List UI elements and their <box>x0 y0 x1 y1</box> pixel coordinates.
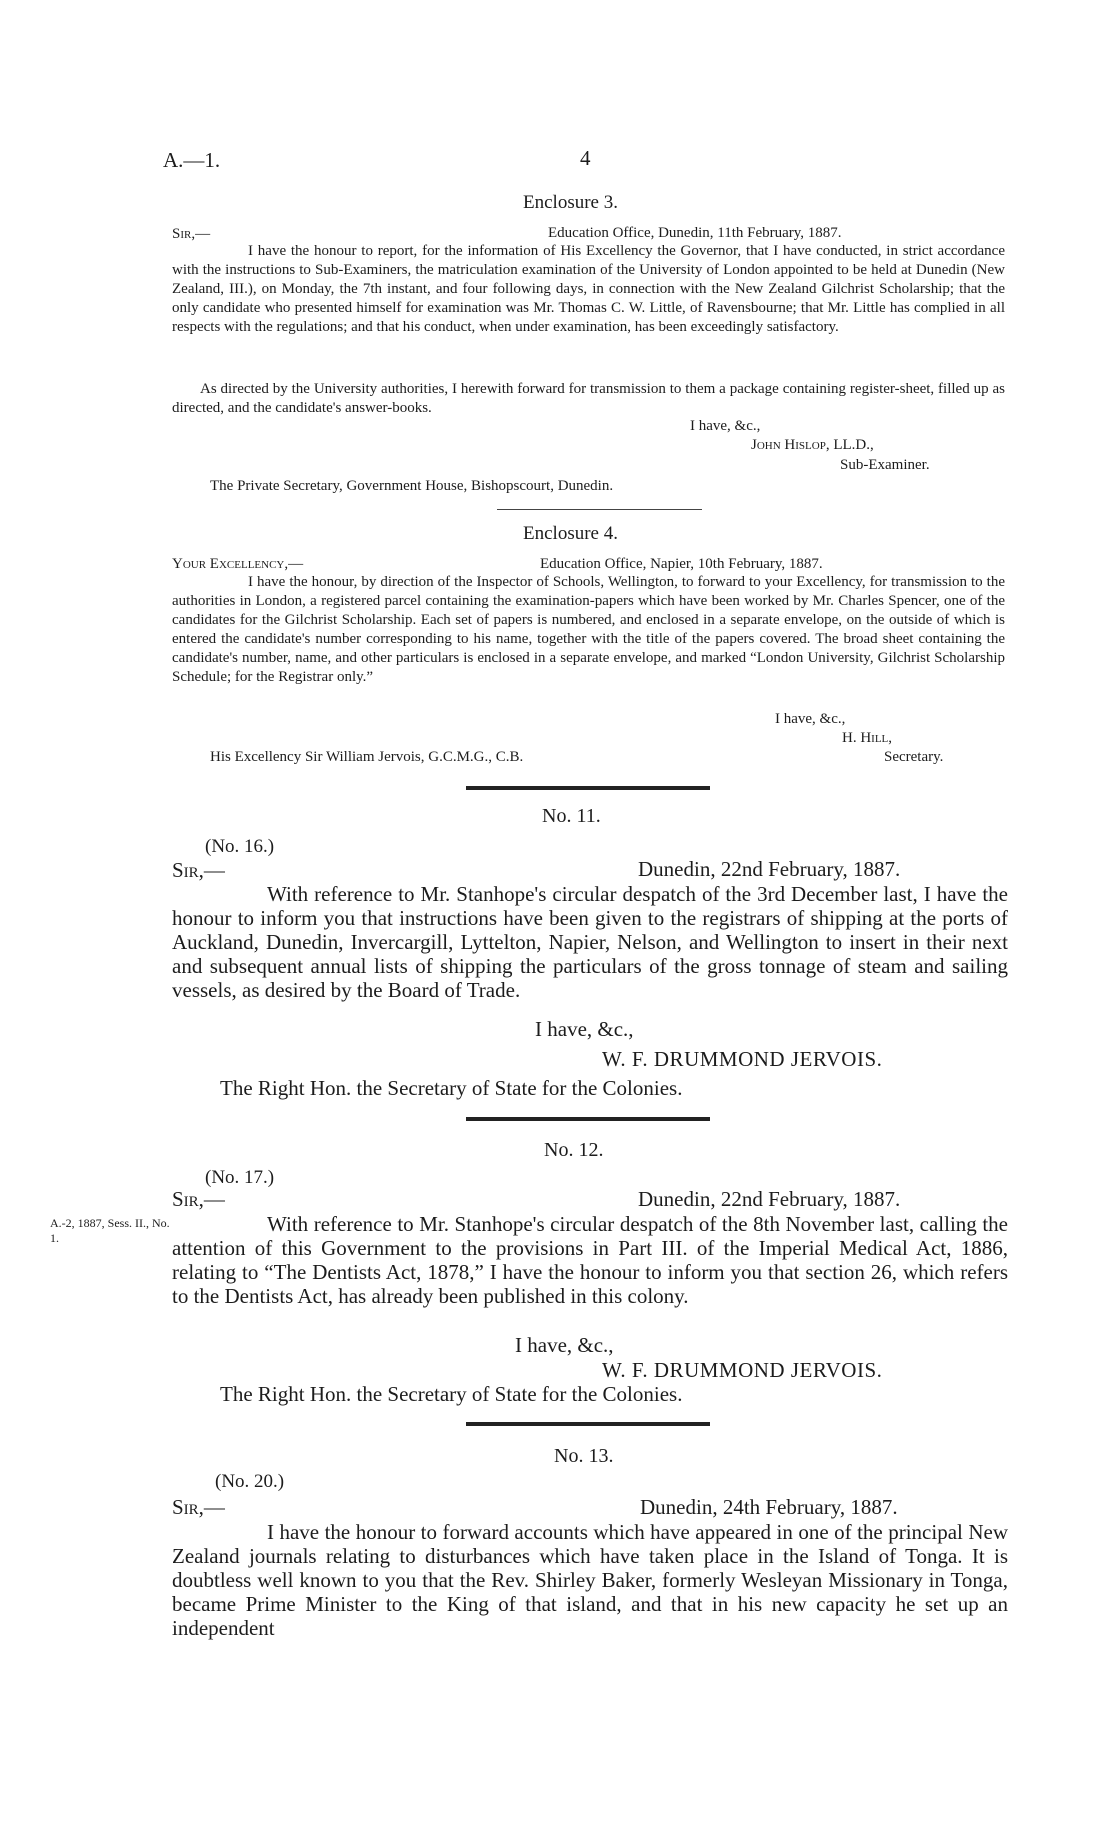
enclosure-3-paragraph-2: As directed by the University authorities, I herewith forward for transmission to them a package containing register-sheet, filled up as directed, and the candidate's answer-books. <box>172 381 1005 416</box>
despatch-12-closing: I have, &c., <box>515 1333 614 1357</box>
despatch-11-addressee: The Right Hon. the Secretary of State for the Colonies. <box>220 1076 683 1100</box>
enclosure-3-heading: Enclosure 3. <box>523 192 618 213</box>
despatch-11-reference: (No. 16.) <box>205 836 275 857</box>
enclosure-3-closing: I have, &c., <box>690 418 761 434</box>
enclosure-divider <box>497 509 702 510</box>
enclosure-4-closing: I have, &c., <box>775 711 846 727</box>
enclosure-4-signatory-title: Secretary. <box>884 749 944 765</box>
despatch-11-heading: No. 11. <box>542 805 601 827</box>
despatch-11-closing: I have, &c., <box>535 1017 634 1041</box>
despatch-13-body: I have the honour to forward accounts which have appeared in one of the principal New Zealand journals relating to disturbances which have taken place in the Island of Tonga. It is doubtless well known to you that the Rev. Shirley Baker, formerly Wesleyan Missionary in Tonga, became Prime Minister to the King of that island, and that in his new capacity he set up an independent <box>172 1520 1008 1640</box>
despatch-11-dateline: Dunedin, 22nd February, 1887. <box>638 857 901 881</box>
despatch-12-salutation: Sir,— <box>172 1187 225 1211</box>
despatch-12-addressee: The Right Hon. the Secretary of State for the Colonies. <box>220 1382 683 1406</box>
despatch-11-body: With reference to Mr. Stanhope's circular despatch of the 3rd December last, I have the honour to inform you that instructions have been given to the registrars of shipping at the ports of Auckland, Dunedin, Invercargill, Lyttelton, Napier, Nelson, and Wellington to insert in their next and subsequent annual lists of shipping the particulars of the gross tonnage of steam and sailing vessels, as desired by the Board of Trade. <box>172 882 1008 1002</box>
enclosure-4-salutation: Your Excellency,— <box>172 556 304 572</box>
section-divider <box>466 786 710 790</box>
despatch-12-margin-note: A.-2, 1887, Sess. II., No. 1. <box>50 1216 170 1245</box>
enclosure-3-signature: John Hislop, LL.D., <box>751 437 874 453</box>
enclosure-3-addressee: The Private Secretary, Government House, Bishopscourt, Dunedin. <box>210 478 614 494</box>
section-divider <box>466 1117 710 1121</box>
enclosure-4-addressee: His Excellency Sir William Jervois, G.C.M.G., C.B. <box>210 749 524 765</box>
despatch-11-salutation: Sir,— <box>172 858 225 882</box>
despatch-12-reference: (No. 17.) <box>205 1167 275 1188</box>
section-divider <box>466 1422 710 1426</box>
despatch-12-body: With reference to Mr. Stanhope's circular despatch of the 8th November last, calling the attention of this Government to the provisions in Part III. of the Imperial Medical Act, 1886, relating to “The Dentists Act, 1878,” I have the honour to inform you that section 26, which refers to the Dentists Act, has already been published in this colony. <box>172 1212 1008 1308</box>
despatch-12-signature: W. F. DRUMMOND JERVOIS. <box>602 1358 883 1382</box>
despatch-12-heading: No. 12. <box>544 1139 604 1161</box>
despatch-13-reference: (No. 20.) <box>215 1471 285 1492</box>
enclosure-3-salutation: Sir,— <box>172 226 211 242</box>
series-label: A.—1. <box>163 148 221 172</box>
enclosure-4-heading: Enclosure 4. <box>523 523 618 544</box>
despatch-12-dateline: Dunedin, 22nd February, 1887. <box>638 1187 901 1211</box>
despatch-13-dateline: Dunedin, 24th February, 1887. <box>640 1495 898 1519</box>
enclosure-4-paragraph-1: I have the honour, by direction of the Inspector of Schools, Wellington, to forward to your Excellency, for transmission to the authorities in London, a registered parcel containing the examination-papers which have been worked by Mr. Charles Spencer, one of the candidates for the Gilchrist Scholarship. Each set of papers is numbered, and enclosed in a separate envelope, on the outside of which is entered the candidate's number corresponding to his name, together with the title of the papers covered. The broad sheet containing the candidate's number, name, and other particulars is enclosed in a separate envelope, and marked “London University, Gilchrist Scholarship Schedule; for the Registrar only.” <box>172 574 1005 685</box>
despatch-11-signature: W. F. DRUMMOND JERVOIS. <box>602 1047 883 1071</box>
enclosure-3-signatory-title: Sub-Examiner. <box>840 457 930 473</box>
despatch-13-salutation: Sir,— <box>172 1495 225 1519</box>
despatch-13-heading: No. 13. <box>554 1445 614 1467</box>
page-number: 4 <box>580 146 591 170</box>
enclosure-4-dateline: Education Office, Napier, 10th February, 1887. <box>540 556 823 572</box>
enclosure-3-paragraph-1: I have the honour to report, for the information of His Excellency the Governor, that I have conducted, in strict accordance with the instructions to Sub-Examiners, the matriculation examination of the University of London appointed to be held at Dunedin (New Zealand, III.), on Monday, the 7th instant, and four following days, in connection with the New Zealand Gilchrist Scholarship; that the only candidate who presented himself for examination was Mr. Thomas C. W. Little, of Ravensbourne; that Mr. Little has complied in all respects with the regulations; and that his conduct, when under examination, has been exceedingly satisfactory. <box>172 243 1005 335</box>
enclosure-3-dateline: Education Office, Dunedin, 11th February, 1887. <box>548 225 842 241</box>
enclosure-4-signature: H. Hill, <box>842 730 893 746</box>
